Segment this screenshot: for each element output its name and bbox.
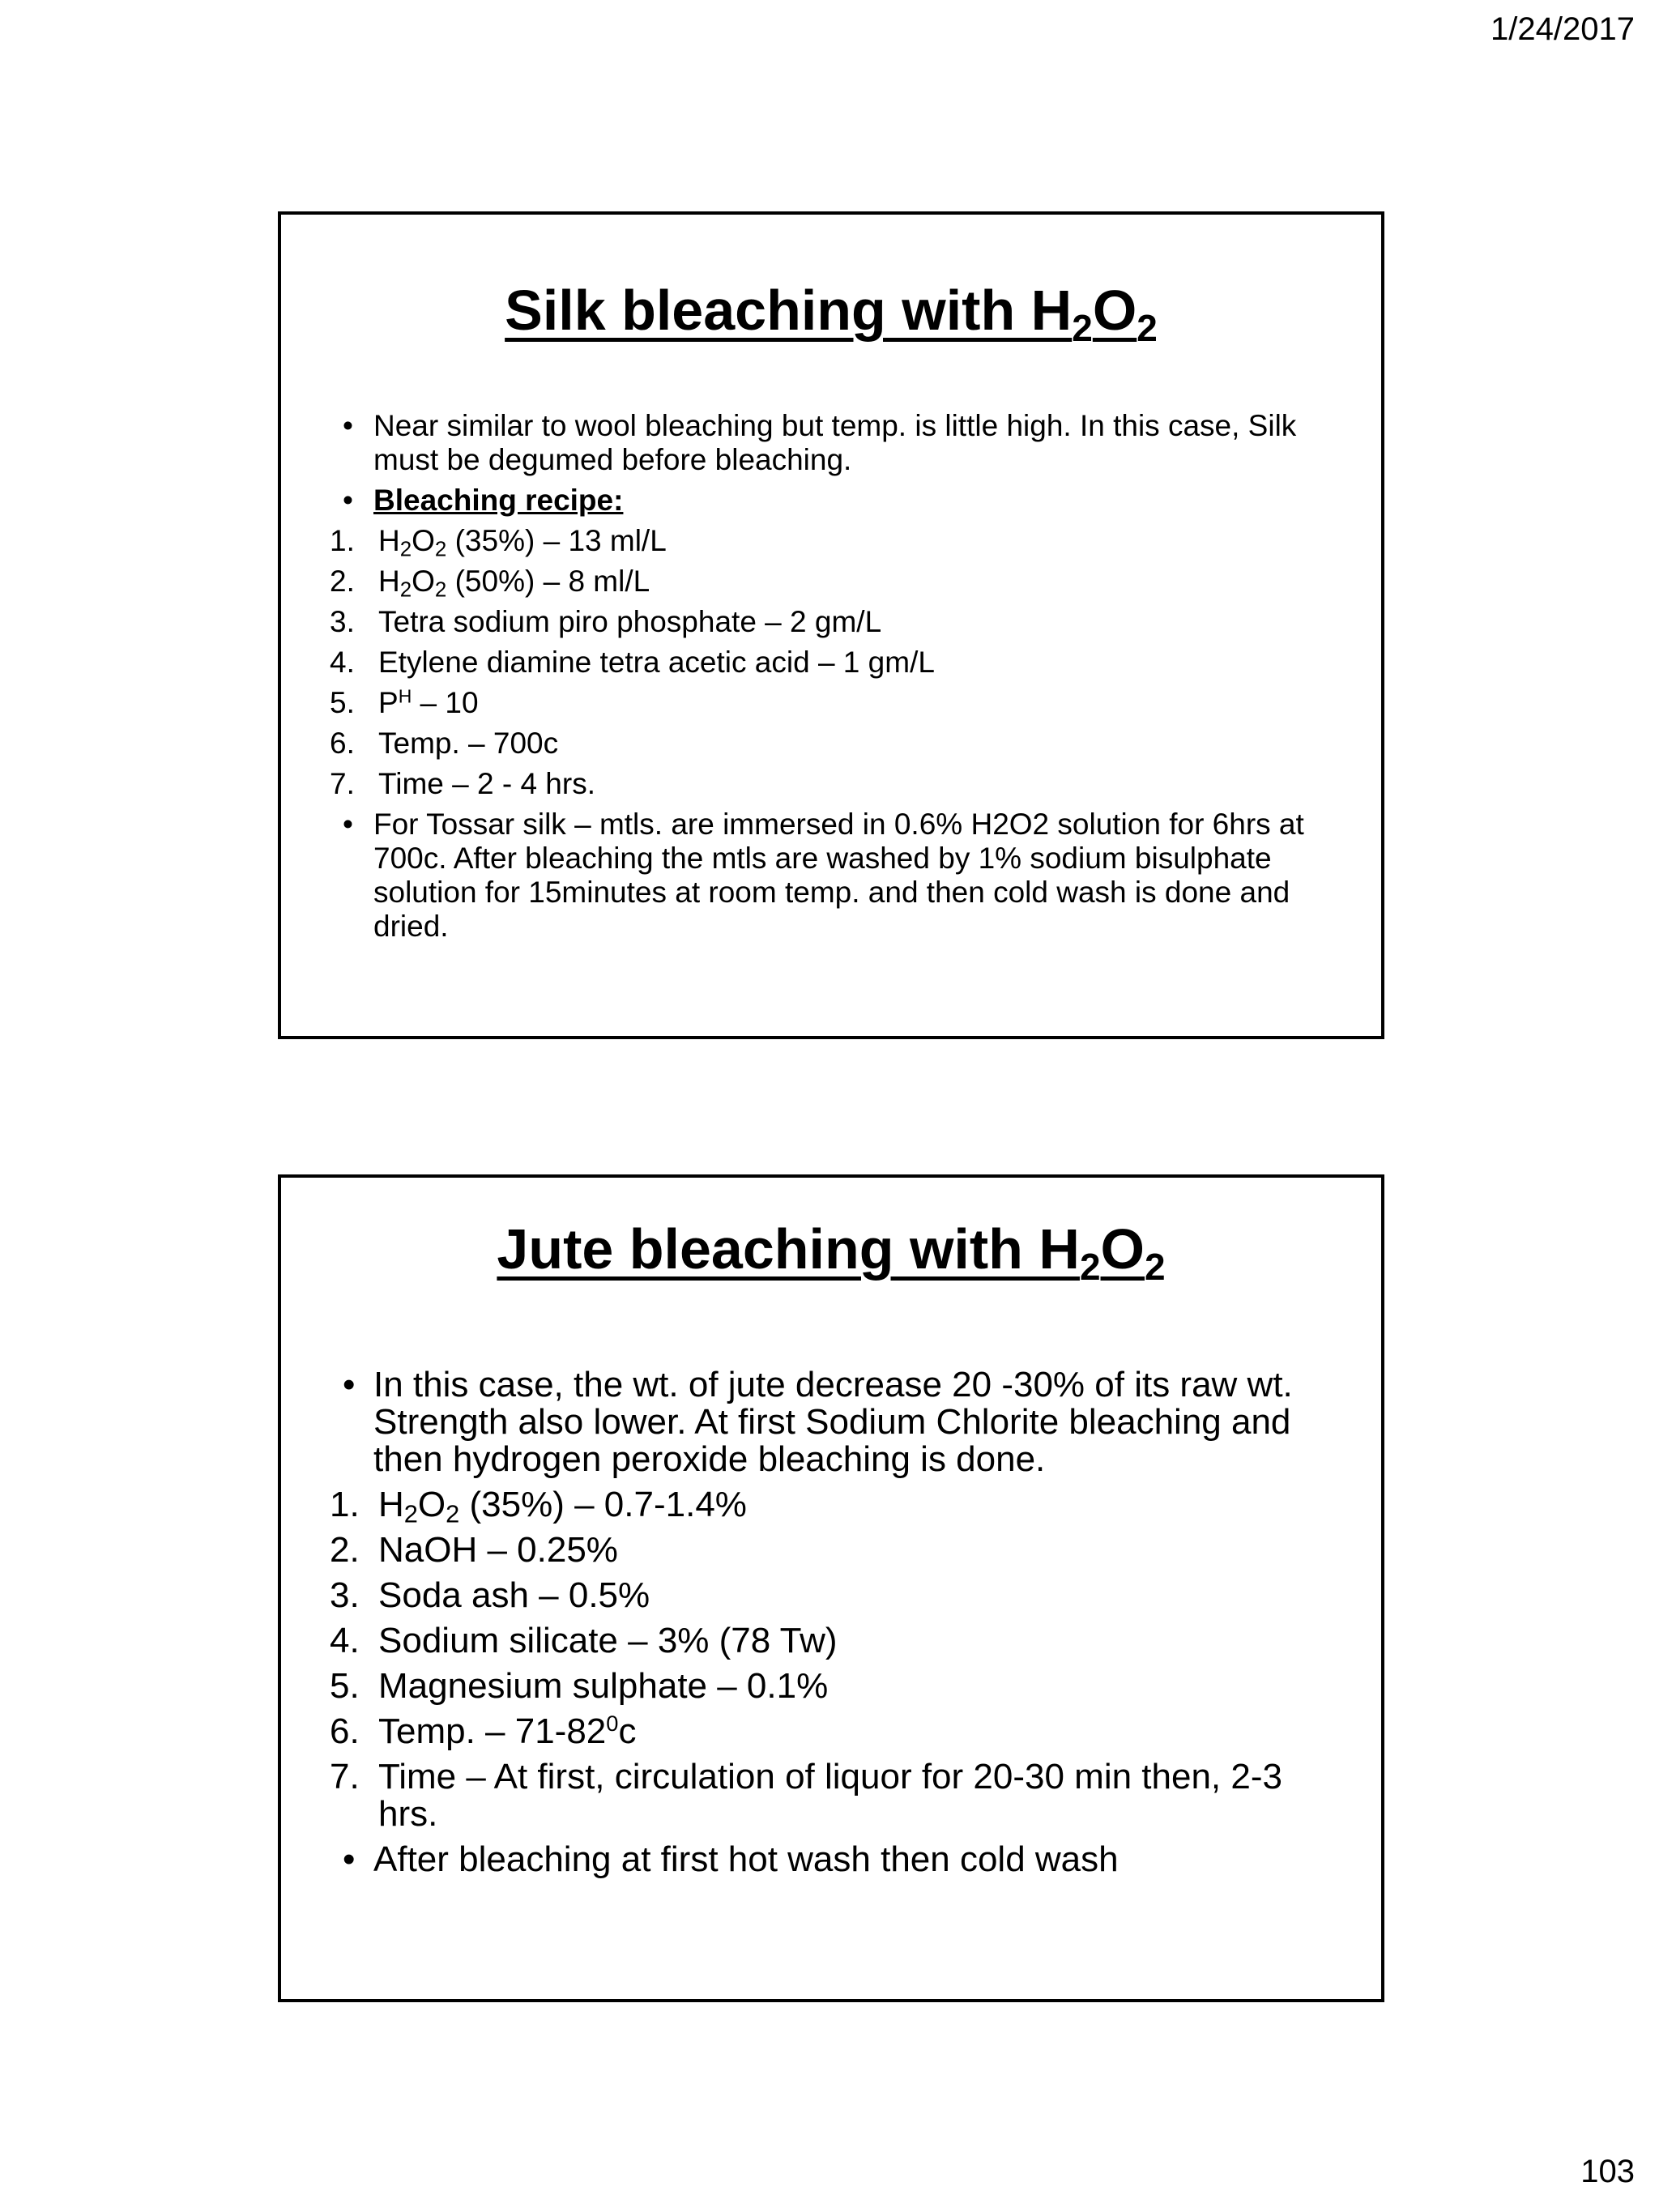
bullet-icon: • bbox=[343, 808, 353, 841]
page-date: 1/24/2017 bbox=[1491, 11, 1635, 47]
list-item: 1. $H_2O_2$ (35%) – 13 ml/L bbox=[330, 524, 667, 561]
slide-content bbox=[330, 1366, 1316, 1886]
bullet-item: • Near similar to wool bleaching but temp. is little high. In this case, Silk must be degumed before bleaching. bbox=[330, 409, 1316, 477]
bullet-icon: • bbox=[343, 1365, 356, 1404]
list-item: 4. Etylene diamine tetra acetic acid – 1 gm/L bbox=[330, 646, 935, 679]
slide-title: Silk bleaching with $H_2O_2$ bbox=[505, 279, 1158, 349]
list-item: 7. Time – 2 - 4 hrs. bbox=[330, 767, 595, 800]
list-item: 1. $H_2O_2$ (35%) – 0.7-1.4% bbox=[330, 1485, 747, 1528]
bullet-icon: • bbox=[343, 1839, 356, 1879]
list-item: 2. NaOH – 0.25% bbox=[330, 1530, 618, 1570]
list-item: 2. $H_2O_2$ (50%) – 8 ml/L bbox=[330, 565, 650, 602]
list-item: 3. Soda ash – 0.5% bbox=[330, 1575, 650, 1615]
recipe-heading: Bleaching recipe: bbox=[373, 484, 624, 517]
list-item: 6. Temp. – $71-82^0c$ bbox=[330, 1711, 637, 1751]
bullet-icon: • bbox=[343, 484, 353, 517]
list-item: 7. Time – At first, circulation of liquor for 20-30 min then, 2-3 hrs. bbox=[330, 1757, 1282, 1834]
page-number: 103 bbox=[1580, 2154, 1635, 2189]
bullet-item: • After bleaching at first hot wash then cold wash bbox=[330, 1841, 1316, 1878]
slide-jute-bleaching bbox=[278, 1174, 1384, 2002]
list-item: 5. $P^H - 10$ bbox=[330, 685, 479, 719]
list-item: 6. Temp. – 700c bbox=[330, 727, 559, 760]
slide-silk-bleaching bbox=[278, 211, 1384, 1039]
bullet-item: • For Tossar silk – mtls. are immersed in 0.6% H2O2 solution for 6hrs at 700c. After bleaching the mtls are washed by 1% sodium bisulphate solution for 15minutes at room temp. and then cold wash is done and dried. bbox=[330, 808, 1316, 944]
bullet-item: • In this case, the wt. of jute decrease 20 -30% of its raw wt. Strength also lower. At first Sodium Chlorite bleaching and then hydrogen peroxide bleaching is done. bbox=[330, 1366, 1316, 1478]
slide-content bbox=[330, 409, 1316, 950]
bullet-item bbox=[330, 484, 1316, 518]
bullet-icon: • bbox=[343, 409, 353, 442]
list-item: 3. Tetra sodium piro phosphate – 2 gm/L bbox=[330, 605, 882, 638]
list-item: 5. Magnesium sulphate – 0.1% bbox=[330, 1666, 829, 1706]
list-item: 4. Sodium silicate – 3% (78 Tw) bbox=[330, 1621, 838, 1660]
slide-title: Jute bleaching with $H_2O_2$ bbox=[497, 1217, 1166, 1288]
